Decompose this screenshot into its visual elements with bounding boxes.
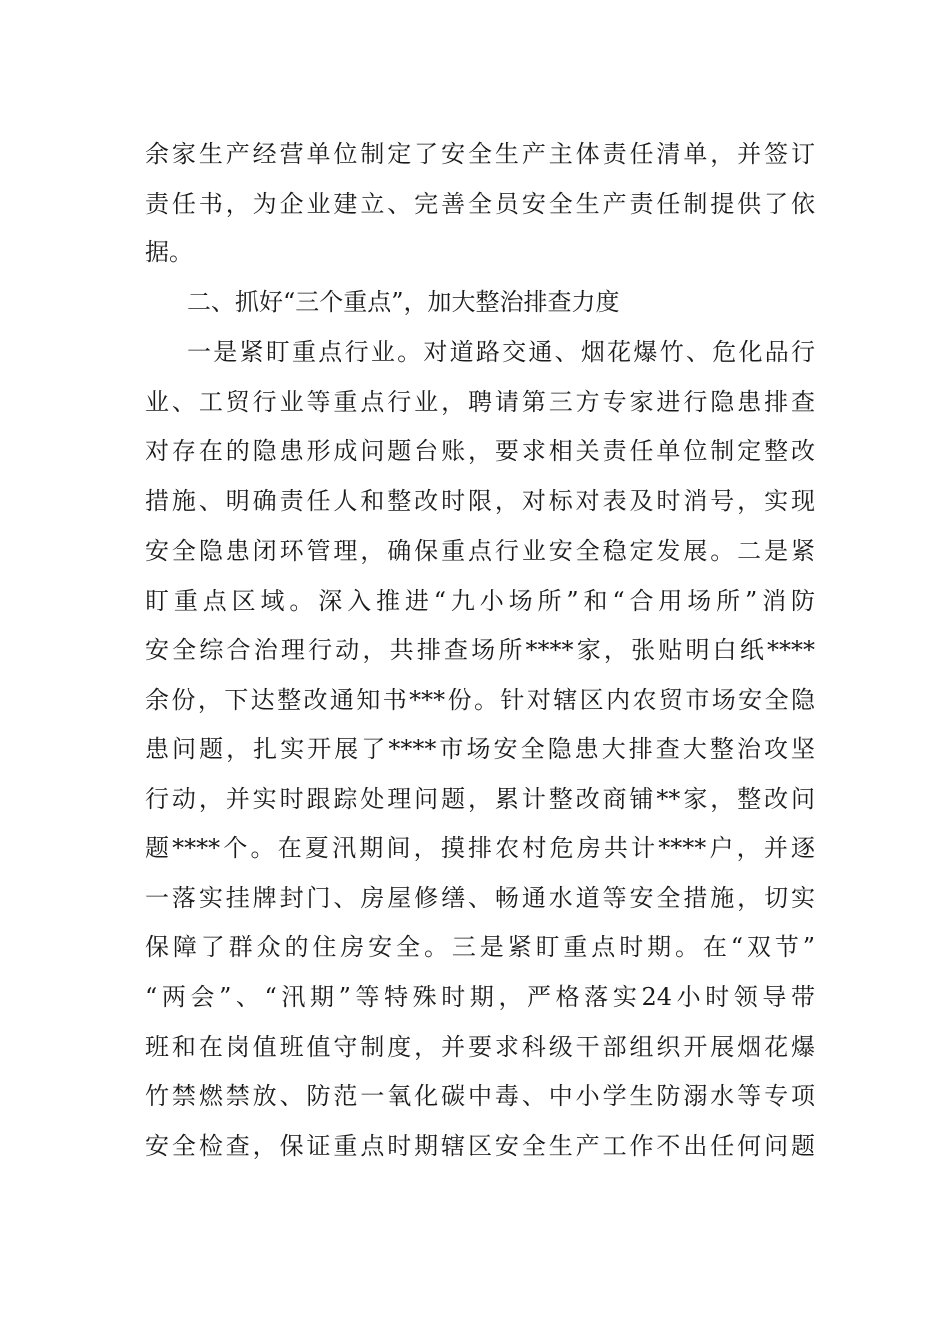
text-line: 据。 xyxy=(145,238,193,266)
text-line: “两会”、“汛期”等特殊时期，严格落实24小时领导带 xyxy=(145,983,815,1011)
text-line: 措施、明确责任人和整改时限，对标对表及时消号，实现 xyxy=(145,487,815,515)
text-line: 保障了群众的住房安全。三是紧盯重点时期。在“双节” xyxy=(145,933,815,961)
text-line: 安全综合治理行动，共排查场所****家，张贴明白纸**** xyxy=(145,636,815,664)
text-line: 盯重点区域。深入推进“九小场所”和“合用场所”消防 xyxy=(145,587,815,615)
text-line: 题****个。在夏汛期间，摸排农村危房共计****户，并逐 xyxy=(145,834,815,862)
text-line: 一落实挂牌封门、房屋修缮、畅通水道等安全措施，切实 xyxy=(145,884,815,912)
text-line: 安全隐患闭环管理，确保重点行业安全稳定发展。二是紧 xyxy=(145,537,815,565)
text-line: 责任书，为企业建立、完善全员安全生产责任制提供了依 xyxy=(145,190,815,218)
text-line: 安全检查，保证重点时期辖区安全生产工作不出任何问题 xyxy=(145,1132,815,1160)
text-line: 余份，下达整改通知书***份。针对辖区内农贸市场安全隐 xyxy=(145,686,815,714)
text-line: 一是紧盯重点行业。对道路交通、烟花爆竹、危化品行 xyxy=(187,338,815,366)
text-line: 业、工贸行业等重点行业，聘请第三方专家进行隐患排查 xyxy=(145,388,815,416)
section-heading: 二、抓好“三个重点”，加大整治排查力度 xyxy=(187,288,620,316)
text-line: 班和在岗值班值守制度，并要求科级干部组织开展烟花爆 xyxy=(145,1033,815,1061)
text-line: 对存在的隐患形成问题台账，要求相关责任单位制定整改 xyxy=(145,437,815,465)
text-line: 余家生产经营单位制定了安全生产主体责任清单，并签订 xyxy=(145,140,815,168)
text-line: 竹禁燃禁放、防范一氧化碳中毒、中小学生防溺水等专项 xyxy=(145,1082,815,1110)
text-line: 行动，并实时跟踪处理问题，累计整改商铺**家，整改问 xyxy=(145,785,815,813)
text-line: 患问题，扎实开展了****市场安全隐患大排查大整治攻坚 xyxy=(145,735,815,763)
